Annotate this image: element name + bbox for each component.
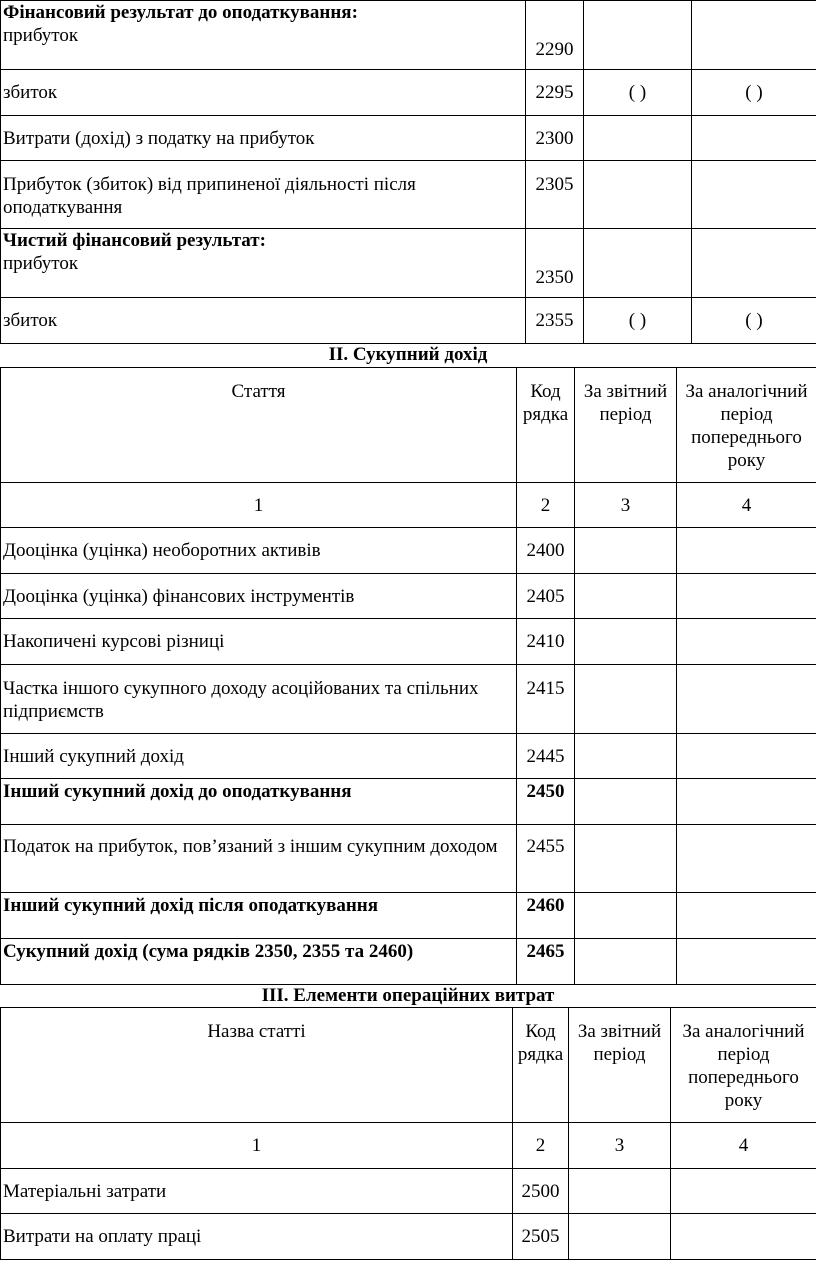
reporting-period-cell	[575, 574, 677, 619]
reporting-period-cell	[575, 665, 677, 734]
header-row	[1, 1008, 816, 1123]
reporting-period-cell: ( )	[584, 298, 692, 344]
row-label: Частка іншого сукупного доходу асоційованих та спільних підприємств	[1, 665, 517, 734]
row-code: 2415	[517, 665, 575, 734]
row-code: 2405	[517, 574, 575, 619]
row-code: 2300	[526, 116, 584, 161]
column-number: 4	[677, 483, 816, 528]
row-name	[1, 229, 526, 298]
row-code: 2410	[517, 619, 575, 665]
previous-period-cell	[677, 893, 816, 939]
previous-period-cell	[677, 665, 816, 734]
row-label: Дооцінка (уцінка) необоротних активів	[1, 528, 517, 574]
table-row	[1, 70, 816, 116]
table-row	[1, 298, 816, 344]
previous-period-cell: ( )	[692, 298, 816, 344]
row-label: Інший сукупний дохід після оподаткування	[1, 893, 517, 939]
row-label: Матеріальні затрати	[1, 1169, 513, 1214]
reporting-period-cell	[584, 1, 692, 70]
section-title: III. Елементи операційних витрат	[261, 985, 555, 1006]
column-header-code: Код рядка	[513, 1008, 569, 1123]
column-number-row	[1, 483, 816, 528]
previous-period-cell	[671, 1169, 816, 1214]
reporting-period-cell	[575, 825, 677, 893]
column-header-name: Стаття	[1, 368, 517, 483]
reporting-period-cell	[575, 528, 677, 574]
column-number: 3	[569, 1123, 671, 1169]
row-code: 2465	[517, 939, 575, 985]
table-row	[1, 893, 816, 939]
table-row	[1, 161, 816, 229]
row-code: 2460	[517, 893, 575, 939]
row-label: Інший сукупний дохід	[1, 734, 517, 779]
previous-period-cell	[692, 116, 816, 161]
previous-period-cell	[677, 734, 816, 779]
financial-result-table	[0, 0, 816, 344]
table-row	[1, 1169, 816, 1214]
previous-period-cell	[677, 779, 816, 825]
previous-period-cell	[677, 574, 816, 619]
reporting-period-cell	[569, 1214, 671, 1260]
table-row	[1, 734, 816, 779]
row-label: прибуток	[3, 25, 79, 46]
row-label: Накопичені курсові різниці	[1, 619, 517, 665]
row-code: 2350	[526, 229, 584, 298]
reporting-period-cell	[569, 1169, 671, 1214]
table-row	[1, 779, 816, 825]
column-number: 2	[513, 1123, 569, 1169]
column-header-reporting: За звітний період	[569, 1008, 671, 1123]
row-code: 2445	[517, 734, 575, 779]
reporting-period-cell	[575, 734, 677, 779]
reporting-period-cell	[575, 893, 677, 939]
row-code: 2305	[526, 161, 584, 229]
table-row	[1, 116, 816, 161]
row-label: Інший сукупний дохід до оподаткування	[1, 779, 517, 825]
column-header-reporting: За звітний період	[575, 368, 677, 483]
row-code: 2290	[526, 1, 584, 70]
reporting-period-cell	[584, 229, 692, 298]
column-number: 3	[575, 483, 677, 528]
row-code: 2500	[513, 1169, 569, 1214]
section-title: II. Сукупний дохід	[328, 344, 488, 365]
row-label: Дооцінка (уцінка) фінансових інструментів	[1, 574, 517, 619]
row-code: 2455	[517, 825, 575, 893]
reporting-period-cell	[584, 161, 692, 229]
previous-period-cell	[677, 825, 816, 893]
column-number: 1	[1, 1123, 513, 1169]
previous-period-cell	[692, 1, 816, 70]
row-code: 2505	[513, 1214, 569, 1260]
column-header-previous: За аналогічний період попереднього року	[677, 368, 816, 483]
row-code: 2295	[526, 70, 584, 116]
table-row	[1, 665, 816, 734]
row-code: 2400	[517, 528, 575, 574]
reporting-period-cell: ( )	[584, 70, 692, 116]
previous-period-cell	[692, 229, 816, 298]
column-header-code: Код рядка	[517, 368, 575, 483]
row-name	[1, 1, 526, 70]
previous-period-cell	[671, 1214, 816, 1260]
row-code: 2355	[526, 298, 584, 344]
previous-period-cell	[677, 528, 816, 574]
table-row	[1, 574, 816, 619]
previous-period-cell	[677, 619, 816, 665]
table-row	[1, 229, 816, 298]
row-label: Прибуток (збиток) від припиненої діяльності після оподаткування	[1, 161, 526, 229]
table-row	[1, 1214, 816, 1260]
reporting-period-cell	[575, 939, 677, 985]
row-label: Витрати на оплату праці	[1, 1214, 513, 1260]
row-label: збиток	[1, 298, 526, 344]
table-row	[1, 1, 816, 70]
header-row	[1, 368, 816, 483]
previous-period-cell: ( )	[692, 70, 816, 116]
row-label: Витрати (дохід) з податку на прибуток	[1, 116, 526, 161]
table-row	[1, 939, 816, 985]
column-number: 1	[1, 483, 517, 528]
row-label: Сукупний дохід (сума рядків 2350, 2355 та 2460)	[1, 939, 517, 985]
operating-expenses-table	[0, 1007, 816, 1260]
row-label: прибуток	[3, 253, 79, 274]
table-row	[1, 528, 816, 574]
column-header-name: Назва статті	[1, 1008, 513, 1123]
column-number: 4	[671, 1123, 816, 1169]
row-heading: Фінансовий результат до оподаткування:	[3, 2, 358, 23]
previous-period-cell	[677, 939, 816, 985]
reporting-period-cell	[584, 116, 692, 161]
column-header-previous: За аналогічний період попереднього року	[671, 1008, 816, 1123]
comprehensive-income-table	[0, 367, 816, 985]
reporting-period-cell	[575, 779, 677, 825]
row-label: Податок на прибуток, пов’язаний з іншим сукупним доходом	[1, 825, 517, 893]
table-row	[1, 825, 816, 893]
row-heading: Чистий фінансовий результат:	[3, 230, 266, 251]
row-code: 2450	[517, 779, 575, 825]
row-label: збиток	[1, 70, 526, 116]
previous-period-cell	[692, 161, 816, 229]
reporting-period-cell	[575, 619, 677, 665]
table-row	[1, 619, 816, 665]
column-number-row	[1, 1123, 816, 1169]
column-number: 2	[517, 483, 575, 528]
